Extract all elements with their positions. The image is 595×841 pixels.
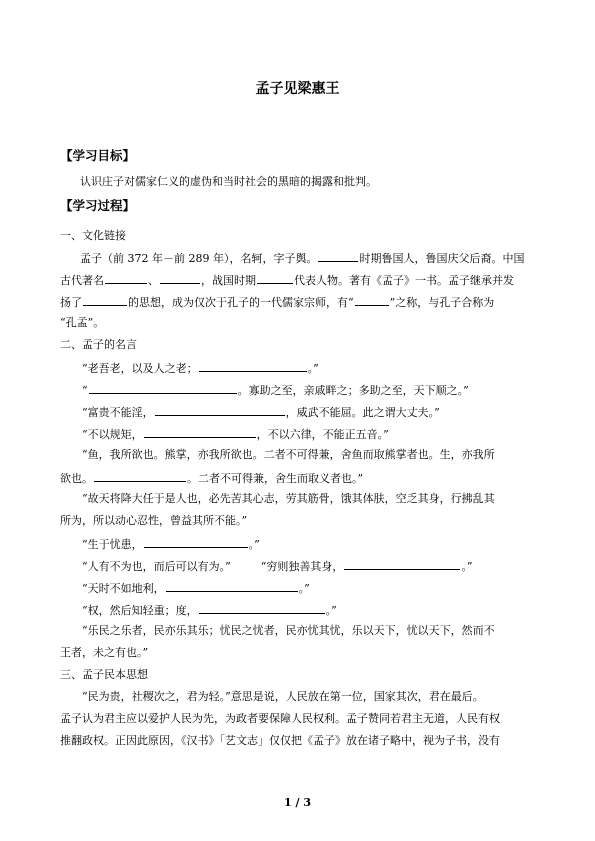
- text-segment: 。”: [307, 362, 319, 375]
- fill-blank[interactable]: [344, 558, 460, 570]
- text-segment: 代表人物。著有《孟子》一书。孟子继承并发: [294, 274, 514, 287]
- paragraph-line-2: 孟子认为君主应以爱护人民为先，为政者要保障人民权利。孟子赞同若君主无道，人民有权: [60, 712, 500, 725]
- goal-text: 认识庄子对儒家仁义的虚伪和当时社会的黑暗的揭露和批判。: [80, 175, 377, 188]
- text-segment: 。”: [325, 604, 337, 617]
- fill-blank[interactable]: [105, 272, 147, 284]
- page-title: 孟子见梁惠王: [255, 81, 340, 97]
- section-1-title: 一、文化链接: [60, 229, 126, 242]
- text-segment: 的思想，成为仅次于孔子的一代儒家宗师，有“: [128, 296, 354, 309]
- text-segment: 孟子（前 372 年－前 289 年），名轲，字子舆。: [80, 252, 318, 265]
- text-segment: 。二者不可得兼，舍生而取义者也。”: [187, 472, 364, 485]
- section-2-title: 二、孟子的名言: [60, 338, 137, 351]
- fill-blank[interactable]: [355, 294, 389, 306]
- fill-blank[interactable]: [257, 272, 293, 284]
- text-segment: “天时不如地利，: [82, 582, 165, 595]
- quote-9: [82, 580, 540, 596]
- text-segment: “: [82, 384, 88, 397]
- text-segment: ，威武不能屈。此之谓大丈夫。”: [285, 406, 440, 419]
- text-segment: ，不以六律，不能正五音。”: [256, 428, 389, 441]
- text-segment: ”之称，与孔子合称为: [389, 296, 495, 309]
- section-3-title: 三、孟子民本思想: [60, 668, 148, 681]
- text-segment: 。寡助之至，亲戚畔之；多助之至，天下顺之。”: [237, 384, 469, 397]
- fill-blank[interactable]: [144, 536, 248, 548]
- page-number: 1 / 3: [284, 796, 311, 809]
- text-segment: 。”: [298, 582, 310, 595]
- quote-6-line-1: “故天将降大任于是人也，必先苦其心志，劳其筋骨，饿其体肤，空乏其身，行拂乱其: [82, 492, 495, 505]
- text-segment: 时期鲁国人，鲁国庆父后裔。中国: [359, 252, 525, 265]
- section-1-line-1: [80, 250, 540, 266]
- goal-heading: 【学习目标】: [60, 148, 136, 163]
- text-segment: “穷则独善其身，: [260, 560, 344, 573]
- section-1-line-2: [60, 272, 540, 288]
- fill-blank[interactable]: [199, 360, 307, 372]
- text-segment: “人有不为也，而后可以有为。”: [82, 560, 231, 573]
- text-segment: “权，然后知轻重；度，: [82, 604, 198, 617]
- section-1-line-3: [60, 294, 540, 310]
- fill-blank[interactable]: [318, 250, 358, 262]
- quote-3: [82, 404, 540, 420]
- text-segment: 。”: [248, 538, 260, 551]
- fill-blank[interactable]: [89, 382, 237, 394]
- fill-blank[interactable]: [155, 404, 285, 416]
- text-segment: ，战国时期: [201, 274, 256, 287]
- quote-2: [82, 382, 540, 398]
- paragraph-line-3: 推翻政权。正因此原因，《汉书》「艺文志」仅仅把《孟子》放在诸子略中，视为子书，没有: [60, 734, 500, 747]
- fill-blank[interactable]: [83, 294, 127, 306]
- text-segment: 、: [148, 274, 159, 287]
- fill-blank[interactable]: [94, 470, 186, 482]
- quote-4: [82, 426, 540, 442]
- quote-6-line-2: 所为，所以动心忍性，曾益其所不能。”: [60, 514, 248, 527]
- process-heading: 【学习过程】: [60, 198, 136, 213]
- paragraph-line-1: “民为贵，社稷次之，君为轻。”意思是说，人民放在第一位，国家其次，君在最后。: [82, 690, 484, 703]
- fill-blank[interactable]: [144, 426, 256, 438]
- quote-7: [82, 536, 540, 552]
- fill-blank[interactable]: [160, 272, 200, 284]
- text-segment: “不以规矩，: [82, 428, 143, 441]
- quote-11-line-1: “乐民之乐者，民亦乐其乐；忧民之忧者，民亦忧其忧，乐以天下，忧以天下，然而不: [82, 624, 495, 637]
- quote-11-line-2: 王者，未之有也。”: [60, 646, 149, 659]
- quote-5-line-2: [60, 470, 540, 486]
- quote-10: [82, 602, 540, 618]
- fill-blank[interactable]: [199, 602, 325, 614]
- text-segment: 。”: [461, 560, 473, 573]
- text-segment: 古代著名: [60, 274, 104, 287]
- text-segment: “生于忧患，: [82, 538, 143, 551]
- quote-8: [82, 558, 540, 574]
- text-segment: “富贵不能淫，: [82, 406, 154, 419]
- quote-5-line-1: “鱼，我所欲也。熊掌，亦我所欲也。二者不可得兼，舍鱼而取熊掌者也。生，亦我所: [82, 448, 495, 461]
- text-segment: “老吾老，以及人之老；: [82, 362, 198, 375]
- text-segment: 欲也。: [60, 472, 93, 485]
- section-1-line-4: “孔孟”。: [60, 316, 105, 329]
- fill-blank[interactable]: [166, 580, 298, 592]
- text-segment: 扬了: [60, 296, 82, 309]
- quote-1: [82, 360, 540, 376]
